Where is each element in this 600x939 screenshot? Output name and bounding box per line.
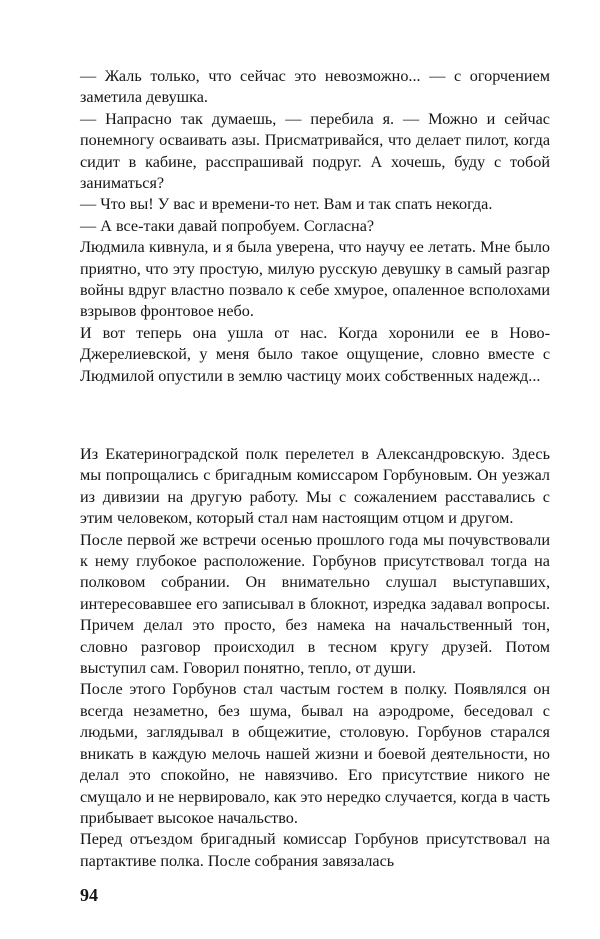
section-two xyxy=(80,444,550,872)
paragraph: После первой же встречи осенью прошлого года мы почувствовали к нему глубокое расположение. Горбунов присутствовал тогда на полковом собрании. Он внимательно слушал выступавших, интересовавшее его записывал в блокнот, изредка задавал вопросы. Причем делал это просто, без намека на начальственный тон, словно разговор происходил в тесном кругу друзей. Потом выступил сам. Говорил понятно, тепло, от души. xyxy=(80,530,550,678)
paragraph: — А все-таки давай попробуем. Согласна? xyxy=(80,216,375,235)
paragraph: Перед отъездом бригадный комиссар Горбунов присутствовал на партактиве полка. После собрания завязалась xyxy=(80,830,550,870)
paragraph: — Напрасно так думаешь, — перебила я. — Можно и сейчас понемногу осваивать азы. Присматривайся, что делает пилот, когда сидит в кабине, расспрашивай подруг. А хочешь, буду с тобой заниматься? xyxy=(80,109,550,193)
page-number: 94 xyxy=(80,885,98,905)
paragraph: Людмила кивнула, и я была уверена, что научу ее летать. Мне было приятно, что эту простую, милую русскую девушку в самый разгар войны вдруг властно позвало к себе хмурое, опаленное всполохами взрывов фронтовое небо. xyxy=(80,238,550,321)
section-one xyxy=(80,66,550,387)
paragraph: И вот теперь она ушла от нас. Когда хоронили ее в Ново-Джерелиевской, у меня было такое ощущение, словно вместе с Людмилой опустили в землю частицу моих собственных надежд... xyxy=(80,323,550,385)
paragraph: После этого Горбунов стал частым гостем в полку. Появлялся он всегда незаметно, без шума, бывал на аэродроме, беседовал с людьми, заглядывал в общежитие, столовую. Горбунов старался вникать в каждую мелочь нашей жизни и боевой деятельности, но делал это спокойно, не навязчиво. Его присутствие никого не смущало и не нервировало, как это нередко случается, когда в часть прибывает высокое начальство. xyxy=(80,680,550,827)
paragraph: — Жаль только, что сейчас это невозможно... — с огорчением заметила девушка. xyxy=(80,67,550,107)
paragraph: Из Екатериноградской полк перелетел в Александровскую. Здесь мы попрощались с бригадным комиссаром Горбуновым. Он уезжал из дивизии на другую работу. Мы с сожалением расставались с этим человеком, который стал нам настоящим отцом и другом. xyxy=(80,445,550,528)
paragraph: — Что вы! У вас и времени-то нет. Вам и так спать некогда. xyxy=(80,195,493,214)
